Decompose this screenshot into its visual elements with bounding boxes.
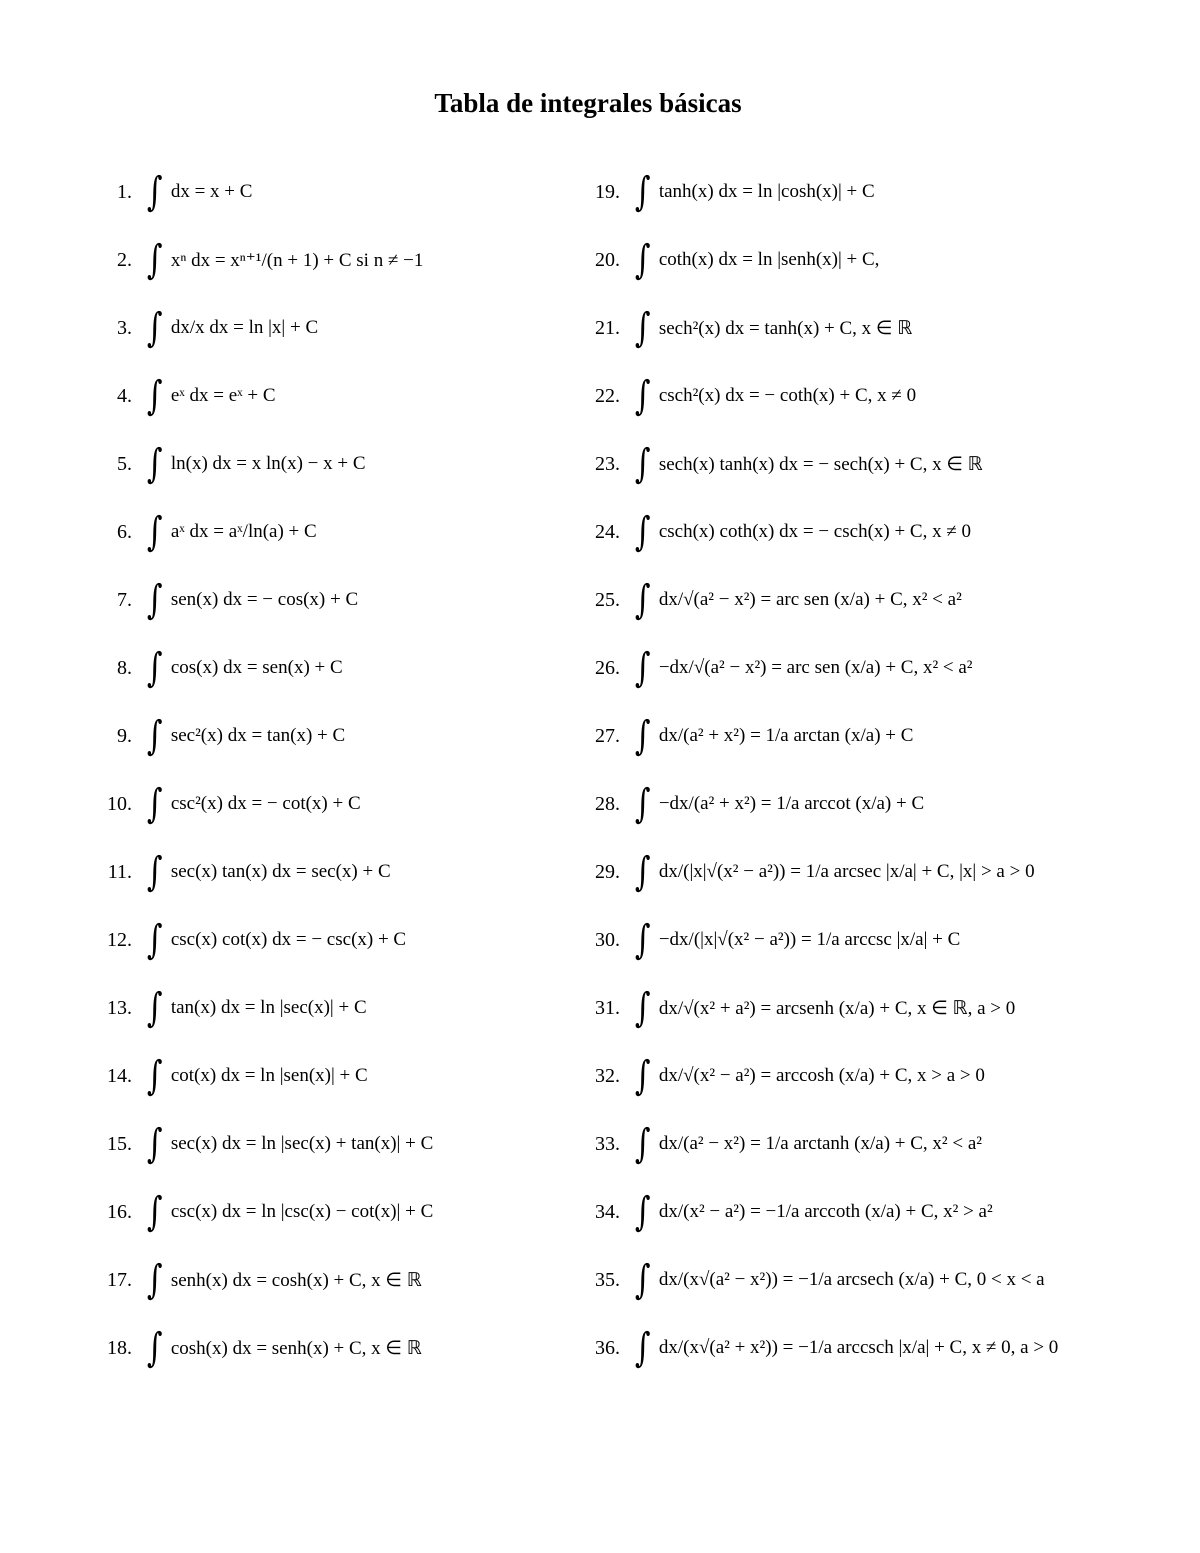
formula-expression: −dx/(|x|√(x² − a²)) = 1/a arccsc |x/a| + C <box>658 929 961 950</box>
formula-expression: eˣ dx = eˣ + C <box>170 385 276 406</box>
formula-item <box>588 1178 1188 1246</box>
integral-sign: ∫ <box>634 849 651 895</box>
integral-sign: ∫ <box>146 1325 163 1371</box>
formula-item <box>588 1246 1188 1314</box>
formula-number: 2. <box>117 248 132 271</box>
formula-expression: senh(x) dx = cosh(x) + C, x ∈ ℝ <box>170 1269 422 1291</box>
formula-item <box>588 498 1188 566</box>
formula-expression: aˣ dx = aˣ/ln(a) + C <box>170 521 317 542</box>
formula-number: 8. <box>117 656 132 679</box>
formula-expression: coth(x) dx = ln |senh(x)| + C, <box>658 249 880 270</box>
formula-number: 1. <box>117 180 132 203</box>
formula-expression: −dx/√(a² − x²) = arc sen (x/a) + C, x² < a² <box>658 657 973 678</box>
formula-number: 31. <box>595 996 620 1019</box>
formula-number: 15. <box>107 1132 132 1155</box>
formula-expression: dx/√(a² − x²) = arc sen (x/a) + C, x² < a² <box>658 589 962 610</box>
formula-item <box>100 1246 580 1314</box>
formula-item <box>100 362 580 430</box>
formula-item <box>588 838 1188 906</box>
formula-expression: dx/x dx = ln |x| + C <box>170 317 319 338</box>
formula-number: 5. <box>117 452 132 475</box>
formula-item <box>100 498 580 566</box>
formula-item <box>100 430 580 498</box>
formula-expression: csch(x) coth(x) dx = − csch(x) + C, x ≠ 0 <box>658 521 972 542</box>
formula-number: 34. <box>595 1200 620 1223</box>
integral-sign: ∫ <box>634 645 651 691</box>
formula-number: 13. <box>107 996 132 1019</box>
formula-number: 7. <box>117 588 132 611</box>
formula-item <box>100 1110 580 1178</box>
integral-sign: ∫ <box>146 237 163 283</box>
formula-expression: csc²(x) dx = − cot(x) + C <box>170 793 361 814</box>
formula-number: 23. <box>595 452 620 475</box>
formula-expression: cos(x) dx = sen(x) + C <box>170 657 343 678</box>
formula-number: 6. <box>117 520 132 543</box>
formula-number: 29. <box>595 860 620 883</box>
formula-expression: dx/(a² − x²) = 1/a arctanh (x/a) + C, x² < a² <box>658 1133 982 1154</box>
formula-number: 4. <box>117 384 132 407</box>
formula-expression: ln(x) dx = x ln(x) − x + C <box>170 453 366 474</box>
formula-number: 12. <box>107 928 132 951</box>
formula-expression: sech(x) tanh(x) dx = − sech(x) + C, x ∈ ℝ <box>658 453 983 475</box>
formula-item <box>588 974 1188 1042</box>
integral-sign: ∫ <box>634 985 651 1031</box>
formula-item <box>100 226 580 294</box>
integral-sign: ∫ <box>634 237 651 283</box>
right-column <box>588 158 1188 1382</box>
formula-expression: xⁿ dx = xⁿ⁺¹/(n + 1) + C si n ≠ −1 <box>170 249 424 271</box>
formula-number: 30. <box>595 928 620 951</box>
integral-sign: ∫ <box>146 1189 163 1235</box>
formula-item <box>588 158 1188 226</box>
formula-expression: dx/√(x² + a²) = arcsenh (x/a) + C, x ∈ ℝ, a > 0 <box>658 997 1016 1019</box>
formula-item <box>588 566 1188 634</box>
integral-sign: ∫ <box>634 781 651 827</box>
formula-item <box>588 1110 1188 1178</box>
formula-expression: sec(x) dx = ln |sec(x) + tan(x)| + C <box>170 1133 434 1154</box>
formula-number: 36. <box>595 1336 620 1359</box>
integral-sign: ∫ <box>634 373 651 419</box>
formula-item <box>100 566 580 634</box>
formula-number: 18. <box>107 1336 132 1359</box>
formula-expression: sec(x) tan(x) dx = sec(x) + C <box>170 861 391 882</box>
formula-item <box>100 158 580 226</box>
integral-sign: ∫ <box>146 781 163 827</box>
formula-expression: dx/(x√(a² − x²)) = −1/a arcsech (x/a) + C, 0 < x < a <box>658 1269 1045 1290</box>
formula-number: 3. <box>117 316 132 339</box>
integral-sign: ∫ <box>146 577 163 623</box>
integral-sign: ∫ <box>146 1053 163 1099</box>
formula-number: 9. <box>117 724 132 747</box>
formula-expression: dx = x + C <box>170 181 253 202</box>
formula-number: 24. <box>595 520 620 543</box>
formula-expression: dx/(a² + x²) = 1/a arctan (x/a) + C <box>658 725 914 746</box>
formula-item <box>588 770 1188 838</box>
formula-number: 21. <box>595 316 620 339</box>
integral-sign: ∫ <box>146 985 163 1031</box>
formula-item <box>588 1314 1188 1382</box>
integral-sign: ∫ <box>634 305 651 351</box>
formula-item <box>588 430 1188 498</box>
formula-item <box>588 294 1188 362</box>
formula-number: 17. <box>107 1268 132 1291</box>
formula-expression: dx/(x² − a²) = −1/a arccoth (x/a) + C, x² > a² <box>658 1201 993 1222</box>
formula-expression: tanh(x) dx = ln |cosh(x)| + C <box>658 181 875 202</box>
integral-sign: ∫ <box>146 509 163 555</box>
integral-sign: ∫ <box>146 645 163 691</box>
formula-number: 25. <box>595 588 620 611</box>
formula-expression: cosh(x) dx = senh(x) + C, x ∈ ℝ <box>170 1337 422 1359</box>
formula-expression: csc(x) dx = ln |csc(x) − cot(x)| + C <box>170 1201 434 1222</box>
formula-number: 19. <box>595 180 620 203</box>
formula-expression: cot(x) dx = ln |sen(x)| + C <box>170 1065 368 1086</box>
formula-expression: sec²(x) dx = tan(x) + C <box>170 725 346 746</box>
formula-expression: dx/(|x|√(x² − a²)) = 1/a arcsec |x/a| + C, |x| > a > 0 <box>658 861 1035 882</box>
formula-item <box>588 362 1188 430</box>
integral-sign: ∫ <box>634 1325 651 1371</box>
formula-item <box>100 702 580 770</box>
formula-expression: dx/√(x² − a²) = arccosh (x/a) + C, x > a > 0 <box>658 1065 985 1086</box>
formula-item <box>100 1314 580 1382</box>
formula-item <box>100 1042 580 1110</box>
formula-expression: sen(x) dx = − cos(x) + C <box>170 589 359 610</box>
formula-item <box>100 838 580 906</box>
formula-expression: sech²(x) dx = tanh(x) + C, x ∈ ℝ <box>658 317 913 339</box>
page-title: Tabla de integrales básicas <box>434 88 742 118</box>
formula-expression: csch²(x) dx = − coth(x) + C, x ≠ 0 <box>658 385 917 406</box>
formula-number: 22. <box>595 384 620 407</box>
formula-expression: dx/(x√(a² + x²)) = −1/a arccsch |x/a| + C, x ≠ 0, a > 0 <box>658 1337 1059 1358</box>
integral-sign: ∫ <box>634 1121 651 1167</box>
formula-number: 11. <box>107 860 132 883</box>
integral-sign: ∫ <box>146 373 163 419</box>
integral-sign: ∫ <box>146 1257 163 1303</box>
formula-item <box>100 1178 580 1246</box>
formula-item <box>100 294 580 362</box>
integral-sign: ∫ <box>146 441 163 487</box>
integral-sign: ∫ <box>146 169 163 215</box>
formula-number: 33. <box>595 1132 620 1155</box>
formula-item <box>100 634 580 702</box>
formula-expression: csc(x) cot(x) dx = − csc(x) + C <box>170 929 407 950</box>
integral-sign: ∫ <box>634 1189 651 1235</box>
integral-sign: ∫ <box>634 441 651 487</box>
integral-sign: ∫ <box>634 713 651 759</box>
left-column <box>100 158 580 1382</box>
formula-number: 28. <box>595 792 620 815</box>
formula-number: 27. <box>595 724 620 747</box>
integral-sign: ∫ <box>146 1121 163 1167</box>
formula-number: 14. <box>107 1064 132 1087</box>
integral-sign: ∫ <box>634 577 651 623</box>
formula-item <box>588 634 1188 702</box>
integral-sign: ∫ <box>146 849 163 895</box>
formula-item <box>100 770 580 838</box>
formula-item <box>100 906 580 974</box>
integral-sign: ∫ <box>634 169 651 215</box>
integral-sign: ∫ <box>634 509 651 555</box>
formula-number: 16. <box>107 1200 132 1223</box>
integral-sign: ∫ <box>634 1257 651 1303</box>
integral-sign: ∫ <box>634 917 651 963</box>
formula-number: 26. <box>595 656 620 679</box>
integral-sign: ∫ <box>146 917 163 963</box>
formula-item <box>588 702 1188 770</box>
formula-item <box>588 1042 1188 1110</box>
formula-number: 20. <box>595 248 620 271</box>
formula-item <box>588 906 1188 974</box>
formula-item <box>100 974 580 1042</box>
formula-number: 35. <box>595 1268 620 1291</box>
integral-sign: ∫ <box>146 305 163 351</box>
formula-expression: tan(x) dx = ln |sec(x)| + C <box>170 997 367 1018</box>
formula-number: 32. <box>595 1064 620 1087</box>
formula-number: 10. <box>107 792 132 815</box>
formula-item <box>588 226 1188 294</box>
integral-sign: ∫ <box>146 713 163 759</box>
formula-expression: −dx/(a² + x²) = 1/a arccot (x/a) + C <box>658 793 925 814</box>
integral-sign: ∫ <box>634 1053 651 1099</box>
